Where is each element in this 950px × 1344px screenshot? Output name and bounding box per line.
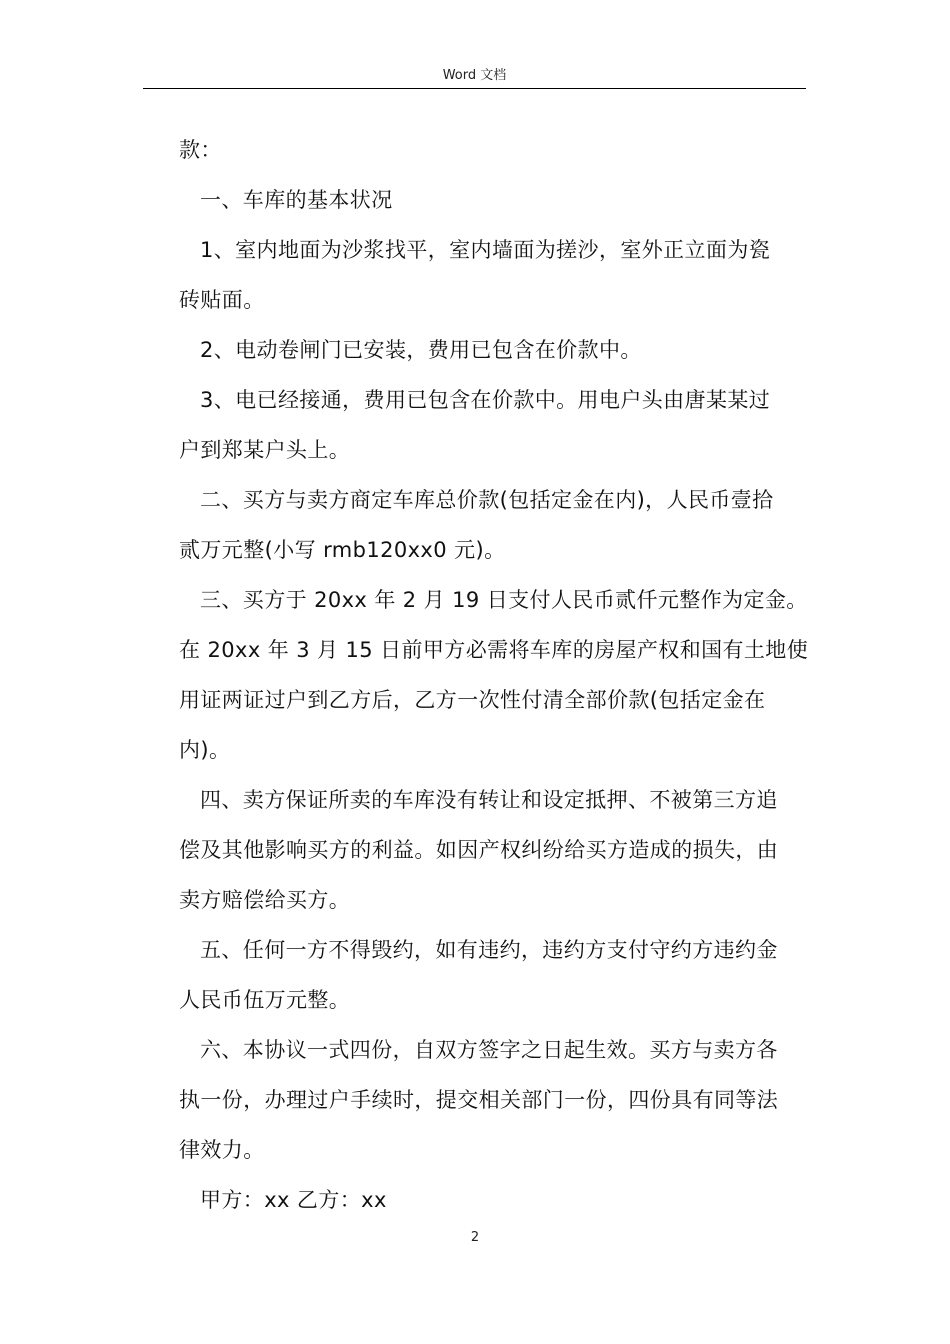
paragraph-line: 五、任何一方不得毁约，如有违约，违约方支付守约方违约金 (200, 938, 778, 962)
paragraph-intro (179, 125, 809, 175)
paragraph-line: 户到郑某户头上。 (179, 438, 351, 462)
paragraph-line: 偿及其他影响买方的利益。如因产权纠纷给买方造成的损失，由 (179, 838, 779, 862)
paragraph-line: 3、电已经接通，费用已包含在价款中。用电户头由唐某某过 (200, 388, 771, 412)
paragraph-line: 内)。 (179, 738, 231, 762)
paragraph-line: 款： (179, 138, 222, 162)
paragraph-line: 用证两证过户到乙方后，乙方一次性付清全部价款(包括定金在 (179, 688, 766, 712)
paragraph-line: 三、买方于 20xx 年 2 月 19 日支付人民币贰仟元整作为定金。 (200, 588, 808, 612)
paragraph-line: 执一份，办理过户手续时，提交相关部门一份，四份具有同等法 (179, 1088, 779, 1112)
paragraph-line: 1、室内地面为沙浆找平，室内墙面为搓沙，室外正立面为瓷 (200, 238, 771, 262)
paragraph-item-2 (179, 325, 809, 375)
header-title: Word 文档 (442, 68, 507, 83)
paragraph-line: 一、车库的基本状况 (200, 188, 393, 212)
document-body (179, 125, 809, 1225)
paragraph-line: 卖方赔偿给买方。 (179, 888, 351, 912)
paragraph-section-1 (179, 175, 809, 225)
paragraph-line: 四、卖方保证所卖的车库没有转让和设定抵押、不被第三方追 (200, 788, 778, 812)
paragraph-section-5 (179, 925, 809, 1025)
paragraph-section-2 (179, 475, 809, 575)
paragraph-item-1 (179, 225, 809, 325)
paragraph-section-3 (179, 575, 809, 775)
paragraph-section-6 (179, 1025, 809, 1175)
paragraph-item-3 (179, 375, 809, 475)
paragraph-line: 贰万元整(小写 rmb120xx0 元)。 (179, 538, 506, 562)
page-header (143, 64, 806, 89)
paragraph-line: 甲方：xx 乙方：xx (200, 1188, 387, 1212)
paragraph-line: 律效力。 (179, 1138, 265, 1162)
paragraph-line: 2、电动卷闸门已安装，费用已包含在价款中。 (200, 338, 642, 362)
paragraph-line: 二、买方与卖方商定车库总价款(包括定金在内)，人民币壹拾 (200, 488, 774, 512)
paragraph-line: 在 20xx 年 3 月 15 日前甲方必需将车库的房屋产权和国有土地使 (179, 638, 809, 662)
paragraph-signatures (179, 1175, 809, 1225)
paragraph-line: 砖贴面。 (179, 288, 265, 312)
page-number: 2 (470, 1230, 480, 1245)
paragraph-line: 人民币伍万元整。 (179, 988, 351, 1012)
paragraph-section-4 (179, 775, 809, 925)
paragraph-line: 六、本协议一式四份，自双方签字之日起生效。买方与卖方各 (200, 1038, 778, 1062)
